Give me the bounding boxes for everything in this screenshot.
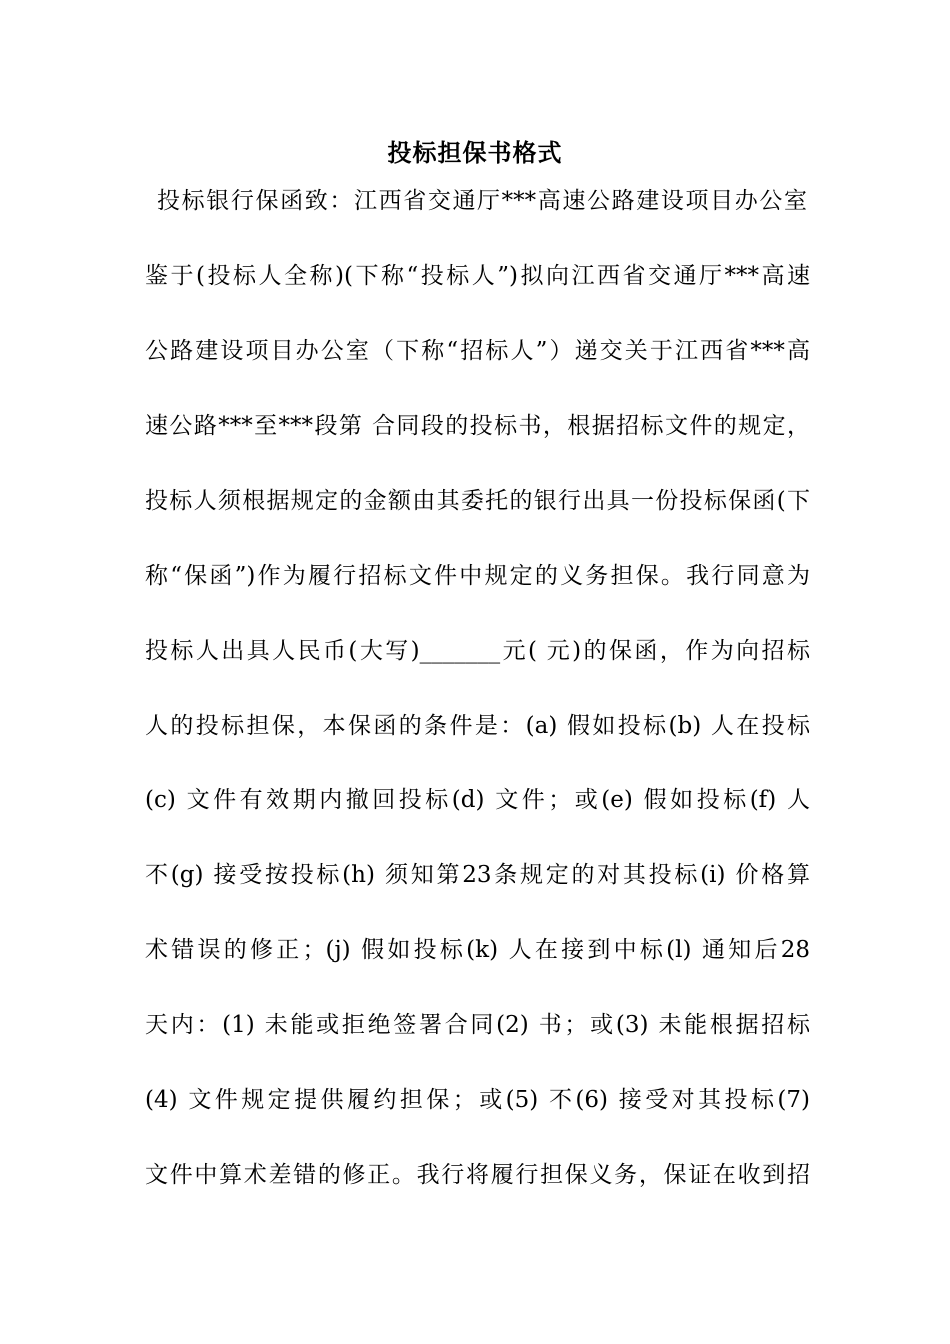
- text-line-6: 称“保函”)作为履行招标文件中规定的义务担保。我行同意为: [145, 563, 810, 589]
- text-line-14: 文件中算术差错的修正。我行将履行担保义务，保证在收到招: [145, 1162, 810, 1188]
- text-line-12: 天内：(1) 未能或拒绝签署合同(2) 书；或(3) 未能根据招标: [145, 1012, 810, 1038]
- text-line-11: 术错误的修正；(j) 假如投标(k) 人在接到中标(l) 通知后28: [145, 937, 810, 963]
- text-line-4: 速公路***至***段第 合同段的投标书，根据招标文件的规定，: [145, 413, 810, 439]
- text-line-2: 鉴于(投标人全称)(下称“投标人”)拟向江西省交通厅***高速: [145, 263, 810, 289]
- text-line-13: (4) 文件规定提供履约担保；或(5) 不(6) 接受对其投标(7): [145, 1087, 810, 1113]
- text-line-9: (c) 文件有效期内撤回投标(d) 文件；或(e) 假如投标(f) 人: [145, 787, 810, 813]
- text-line-8: 人的投标担保，本保函的条件是：(a) 假如投标(b) 人在投标: [145, 713, 810, 739]
- text-line-3: 公路建设项目办公室（下称“招标人”）递交关于江西省***高: [145, 338, 810, 364]
- text-line-7: 投标人出具人民币(大写)_______元( 元)的保函，作为向招标: [145, 638, 810, 664]
- document-title: 投标担保书格式: [387, 138, 563, 167]
- text-line-1: 投标银行保函致：江西省交通厅***高速公路建设项目办公室: [157, 188, 807, 214]
- text-line-5: 投标人须根据规定的金额由其委托的银行出具一份投标保函(下: [145, 488, 810, 514]
- text-line-10: 不(g) 接受按投标(h) 须知第23条规定的对其投标(i) 价格算: [145, 862, 810, 888]
